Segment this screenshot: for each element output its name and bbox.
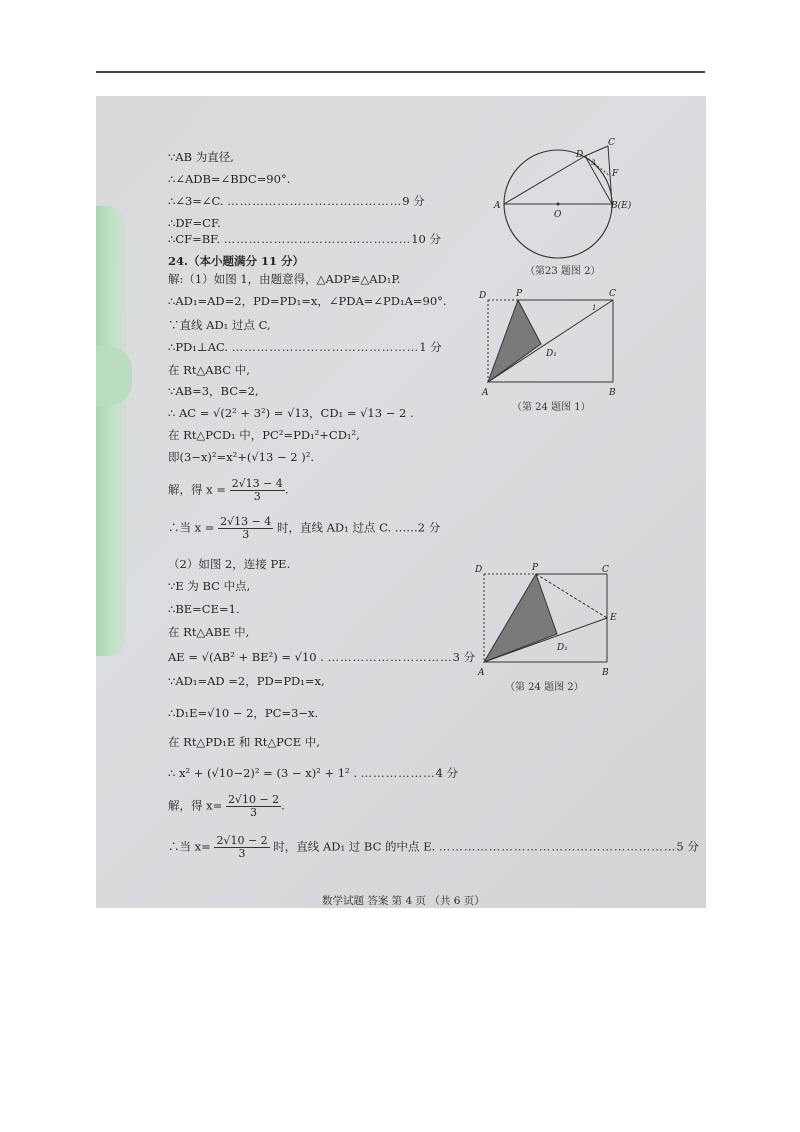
line-equation-2-text: ∴ x² + (√10−2)² = (3 − x)² + 1² . — [168, 766, 357, 780]
label-d: D — [479, 291, 487, 301]
line-ab-bc: ∵AB=3，BC=2, — [168, 384, 259, 398]
line-equation-1: 即(3−x)²=x²+(√13 − 2 )². — [168, 450, 315, 464]
figure-24-1 — [476, 284, 626, 404]
fraction-x1b — [218, 516, 273, 541]
segment-db — [585, 156, 612, 204]
line-solve-2: 解，得 x= $\frac{2√10 - 2}{3}$ . — [168, 793, 285, 819]
score-5: 5 分 — [676, 839, 699, 854]
line-conclusion-1-text: ∴当 x = — [168, 520, 215, 535]
line-conclusion-2 — [168, 835, 699, 860]
caption-fig23: （第23 题图 2） — [525, 266, 601, 277]
line-conclusion-2-tail: 时，直线 AD₁ 过 BC 的中点 E. — [273, 839, 436, 854]
label-f: F — [612, 169, 619, 179]
dot-leader: ……………………………………… — [223, 232, 412, 246]
fraction-x2 — [226, 794, 281, 819]
segment-dc — [585, 146, 608, 156]
line-rt-abc: 在 Rt△ABC 中, — [168, 363, 250, 377]
label-p: P — [516, 289, 523, 299]
score-2: ……2 分 — [394, 520, 441, 535]
caption-fig24-1: （第 24 题图 1） — [512, 402, 591, 413]
label-c: C — [602, 565, 609, 575]
line-pd1-perp-text: ∴PD₁⊥AC. — [168, 340, 229, 354]
line-right-angles: ∴∠ADB=∠BDC=90°. — [168, 172, 291, 186]
score-9: 9 分 — [402, 194, 425, 208]
line-be-ce: ∴BE=CE=1. — [168, 602, 240, 616]
line-angle3 — [168, 194, 425, 208]
score-1: 1 分 — [419, 340, 442, 354]
score-4: 4 分 — [435, 766, 459, 780]
label-d: D — [475, 565, 483, 575]
line-e-midpoint: ∵E 为 BC 中点, — [168, 579, 251, 593]
label-d1: D₁ — [546, 349, 557, 359]
label-angle-1: 1 — [592, 304, 597, 312]
line-angle3-text: ∴∠3=∠C. — [168, 194, 224, 208]
figure-24-2 — [472, 562, 632, 682]
line-equation-2 — [168, 766, 458, 780]
fraction-numerator: 2√13 − 4 — [231, 477, 283, 490]
dot-leader: ……………… — [360, 766, 436, 780]
line-rt-two: 在 Rt△PD₁E 和 Rt△PCE 中, — [168, 735, 320, 749]
dot-leader: ……………………………………… — [231, 340, 420, 354]
line-rt-abe: 在 Rt△ABE 中, — [168, 625, 250, 639]
label-o: O — [554, 210, 562, 220]
line-d1e: ∴D₁E=√10 − 2，PC=3−x. — [168, 706, 319, 720]
label-d1: D₁ — [557, 643, 568, 653]
fraction-denominator: 3 — [238, 847, 246, 860]
line-through-c: ∵直线 AD₁ 过点 C, — [168, 318, 271, 332]
page-footer: 数学试题 答案 第 4 页 （共 6 页） — [322, 895, 485, 907]
line-cf-bf-text: ∴CF=BF. — [168, 232, 221, 246]
fraction-numerator: 2√10 − 2 — [216, 834, 268, 847]
line-conclusion-2-text: ∴当 x= — [168, 839, 211, 854]
label-a: A — [478, 668, 485, 678]
line-conclusion-1-tail: 时，直线 AD₁ 过点 C. — [276, 520, 392, 535]
fraction-numerator: 2√10 − 2 — [227, 793, 280, 806]
line-cf-bf — [168, 232, 441, 246]
label-b: B(E) — [611, 201, 632, 211]
fraction-denominator: 3 — [250, 806, 258, 819]
jade-object-bulge — [96, 346, 132, 406]
label-e: E — [610, 613, 617, 623]
fraction-x2b — [214, 835, 269, 860]
fraction-numerator: 2√13 − 4 — [220, 515, 272, 528]
triangle-apd1 — [488, 300, 541, 382]
score-10: 10 分 — [411, 232, 441, 246]
figure-23-circle — [490, 136, 640, 261]
label-b: B — [609, 388, 616, 398]
line-solve-1-text: 解，得 x = — [168, 482, 226, 497]
score-3: 3 分 — [452, 650, 476, 664]
fraction-denominator: 3 — [242, 528, 250, 541]
line-solution-1: 解:（1）如图 1，由题意得，△ADP≌△AD₁P. — [168, 272, 401, 286]
label-p: P — [532, 563, 539, 573]
label-a: A — [482, 388, 489, 398]
fraction-x1 — [230, 478, 285, 503]
line-solve-2-text: 解，得 x= — [168, 798, 223, 813]
line-conclusion-1 — [168, 516, 440, 541]
line-part2: （2）如图 2，连接 PE. — [168, 557, 291, 571]
line-ae-value — [168, 650, 475, 664]
line-ab-diameter: ∵AB 为直径, — [168, 150, 234, 164]
jade-object — [96, 206, 126, 656]
line-df-cf: ∴DF=CF. — [168, 216, 221, 230]
dot-leader: ………………………… — [327, 650, 453, 664]
label-c: C — [609, 289, 616, 299]
line-pd1-perp — [168, 340, 442, 354]
label-a: A — [494, 201, 501, 211]
header-rule — [96, 71, 705, 73]
line-ad1-pd1: ∵AD₁=AD =2，PD=PD₁=x, — [168, 674, 325, 688]
fraction-denominator: 3 — [253, 490, 261, 503]
label-angle-3: 3 — [591, 159, 596, 167]
label-c: C — [608, 138, 615, 148]
segment-ad — [504, 156, 585, 204]
label-b: B — [602, 668, 609, 678]
line-ad1-eq: ∴AD₁=AD=2，PD=PD₁=x，∠PDA=∠PD₁A=90°. — [168, 294, 447, 308]
label-d: D — [576, 150, 584, 160]
line-ac-value: ∴ AC = √(2² + 3²) = √13，CD₁ = √13 − 2 . — [168, 406, 414, 420]
question-24-heading: 24.（本小题满分 11 分） — [168, 254, 305, 268]
line-pythag-pcd1: 在 Rt△PCD₁ 中，PC²=PD₁²+CD₁², — [168, 428, 360, 442]
caption-fig24-2: （第 24 题图 2） — [505, 682, 584, 693]
line-ae-value-text: AE = √(AB² + BE²) = √10 . — [168, 650, 324, 664]
center-point — [557, 203, 560, 206]
dot-leader: …………………………………… — [227, 194, 403, 208]
dot-leader: ………………………………………………… — [438, 839, 677, 854]
line-solve-1: 解，得 x = $\frac{2√13 - 4}{3}$ . — [168, 477, 289, 503]
segment-df — [585, 156, 610, 176]
